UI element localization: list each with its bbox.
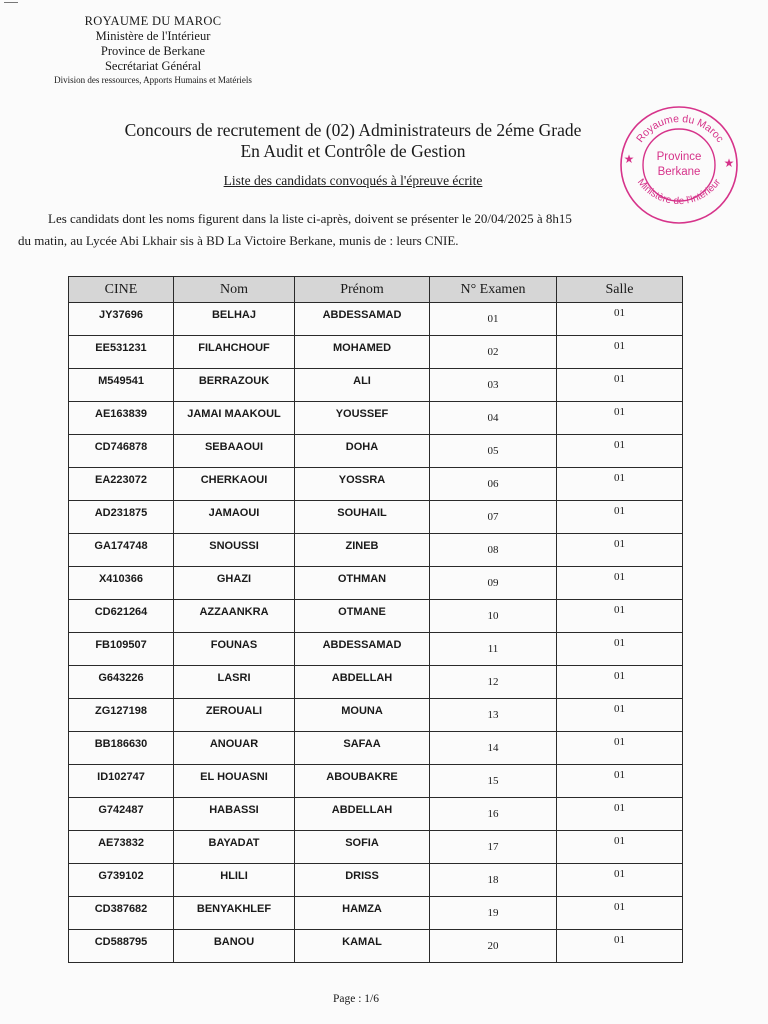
cell-salle: 01 <box>557 336 683 369</box>
cell-prenom: MOHAMED <box>295 336 430 369</box>
table-row <box>69 633 683 666</box>
cell-nom: HABASSI <box>174 798 295 831</box>
cell-nom: BANOU <box>174 930 295 963</box>
cell-salle: 01 <box>557 567 683 600</box>
cell-nom: BAYADAT <box>174 831 295 864</box>
cell-salle: 01 <box>557 369 683 402</box>
cell-nom: LASRI <box>174 666 295 699</box>
kingdom-name: ROYAUME DU MAROC <box>84 14 222 28</box>
cell-nom: CHERKAOUI <box>174 468 295 501</box>
cell-cine: JY37696 <box>69 303 174 336</box>
subtitle-text: Liste des candidats convoqués à l'épreuve écrite <box>223 173 483 188</box>
cell-nom: FOUNAS <box>174 633 295 666</box>
cell-prenom: SOUHAIL <box>295 501 430 534</box>
header-salle: Salle <box>557 277 683 303</box>
cell-nom: BELHAJ <box>174 303 295 336</box>
cell-prenom: ZINEB <box>295 534 430 567</box>
cell-salle: 01 <box>557 600 683 633</box>
table-row <box>69 798 683 831</box>
table-row <box>69 666 683 699</box>
scan-mark <box>4 2 18 3</box>
header-cine: CINE <box>69 277 174 303</box>
intro-paragraph <box>18 208 678 252</box>
table-row <box>69 765 683 798</box>
cell-salle: 01 <box>557 501 683 534</box>
header-nom: Nom <box>174 277 295 303</box>
cell-prenom: ABDESSAMAD <box>295 303 430 336</box>
cell-cine: AE163839 <box>69 402 174 435</box>
cell-cine: CD746878 <box>69 435 174 468</box>
cell-prenom: ABOUBAKRE <box>295 765 430 798</box>
intro-line1: Les candidats dont les noms figurent dans la liste ci-après, doivent se présenter le 20/04/2025 à 8h15 <box>48 211 572 226</box>
cell-nom: JAMAOUI <box>174 501 295 534</box>
header-prenom: Prénom <box>295 277 430 303</box>
cell-numero-examen: 06 <box>430 468 557 501</box>
cell-salle: 01 <box>557 831 683 864</box>
table-row <box>69 831 683 864</box>
title-line2: En Audit et Contrôle de Gestion <box>240 141 466 161</box>
cell-prenom: OTMANE <box>295 600 430 633</box>
cell-numero-examen: 16 <box>430 798 557 831</box>
table-row <box>69 336 683 369</box>
candidates-table <box>68 276 683 963</box>
cell-cine: M549541 <box>69 369 174 402</box>
stamp-center-line2: Berkane <box>657 166 701 178</box>
letterhead <box>28 14 278 86</box>
table-header-row <box>69 277 683 303</box>
table-row <box>69 600 683 633</box>
cell-nom: HLILI <box>174 864 295 897</box>
secretariat-name: Secrétariat Général <box>104 59 202 73</box>
cell-cine: G742487 <box>69 798 174 831</box>
cell-numero-examen: 01 <box>430 303 557 336</box>
cell-numero-examen: 18 <box>430 864 557 897</box>
cell-numero-examen: 20 <box>430 930 557 963</box>
cell-salle: 01 <box>557 435 683 468</box>
table-body <box>69 303 683 963</box>
cell-prenom: DOHA <box>295 435 430 468</box>
cell-nom: FILAHCHOUF <box>174 336 295 369</box>
cell-cine: G739102 <box>69 864 174 897</box>
cell-salle: 01 <box>557 633 683 666</box>
ministry-name: Ministère de l'Intérieur <box>95 29 211 43</box>
table-row <box>69 369 683 402</box>
cell-nom: JAMAI MAAKOUL <box>174 402 295 435</box>
stamp-star-left-icon: ★ <box>623 152 635 166</box>
table-row <box>69 435 683 468</box>
cell-salle: 01 <box>557 897 683 930</box>
cell-prenom: SOFIA <box>295 831 430 864</box>
cell-cine: EA223072 <box>69 468 174 501</box>
cell-numero-examen: 15 <box>430 765 557 798</box>
document-title <box>0 120 706 162</box>
stamp-bottom-text: Ministère de l'Intérieur <box>634 176 724 208</box>
division-name: Division des ressources, Apports Humains et Matériels <box>54 75 252 85</box>
table-row <box>69 402 683 435</box>
cell-prenom: DRISS <box>295 864 430 897</box>
cell-numero-examen: 12 <box>430 666 557 699</box>
cell-prenom: MOUNA <box>295 699 430 732</box>
table-row <box>69 501 683 534</box>
cell-numero-examen: 10 <box>430 600 557 633</box>
cell-cine: GA174748 <box>69 534 174 567</box>
cell-prenom: KAMAL <box>295 930 430 963</box>
cell-salle: 01 <box>557 468 683 501</box>
cell-cine: CD588795 <box>69 930 174 963</box>
cell-salle: 01 <box>557 303 683 336</box>
table-row <box>69 864 683 897</box>
cell-numero-examen: 11 <box>430 633 557 666</box>
cell-salle: 01 <box>557 930 683 963</box>
document-subtitle <box>0 173 706 189</box>
cell-salle: 01 <box>557 699 683 732</box>
cell-prenom: OTHMAN <box>295 567 430 600</box>
cell-cine: ID102747 <box>69 765 174 798</box>
title-line1: Concours de recrutement de (02) Administrateurs de 2éme Grade <box>124 120 582 140</box>
table-row <box>69 897 683 930</box>
cell-prenom: YOSSRA <box>295 468 430 501</box>
table-row <box>69 303 683 336</box>
cell-salle: 01 <box>557 534 683 567</box>
table-row <box>69 930 683 963</box>
cell-prenom: ABDESSAMAD <box>295 633 430 666</box>
cell-numero-examen: 08 <box>430 534 557 567</box>
intro-line2: du matin, au Lycée Abi Lkhair sis à BD La Victoire Berkane, munis de : leurs CNIE. <box>18 233 459 248</box>
cell-salle: 01 <box>557 765 683 798</box>
cell-numero-examen: 02 <box>430 336 557 369</box>
table-row <box>69 732 683 765</box>
province-name: Province de Berkane <box>100 44 206 58</box>
cell-numero-examen: 04 <box>430 402 557 435</box>
cell-salle: 01 <box>557 732 683 765</box>
page-number: Page : 1/6 <box>333 993 379 1005</box>
cell-prenom: ALI <box>295 369 430 402</box>
stamp-top-text: Royaume du Maroc <box>634 112 727 145</box>
cell-numero-examen: 07 <box>430 501 557 534</box>
cell-cine: FB109507 <box>69 633 174 666</box>
cell-prenom: HAMZA <box>295 897 430 930</box>
cell-cine: ZG127198 <box>69 699 174 732</box>
cell-cine: AE73832 <box>69 831 174 864</box>
cell-cine: X410366 <box>69 567 174 600</box>
cell-nom: GHAZI <box>174 567 295 600</box>
cell-nom: BERRAZOUK <box>174 369 295 402</box>
cell-numero-examen: 03 <box>430 369 557 402</box>
cell-numero-examen: 14 <box>430 732 557 765</box>
cell-nom: AZZAANKRA <box>174 600 295 633</box>
cell-cine: AD231875 <box>69 501 174 534</box>
cell-cine: EE531231 <box>69 336 174 369</box>
cell-numero-examen: 05 <box>430 435 557 468</box>
stamp-center-line1: Province <box>656 151 702 163</box>
cell-salle: 01 <box>557 798 683 831</box>
cell-cine: G643226 <box>69 666 174 699</box>
cell-numero-examen: 17 <box>430 831 557 864</box>
table-row <box>69 534 683 567</box>
cell-nom: ANOUAR <box>174 732 295 765</box>
cell-numero-examen: 13 <box>430 699 557 732</box>
cell-prenom: YOUSSEF <box>295 402 430 435</box>
cell-numero-examen: 19 <box>430 897 557 930</box>
cell-salle: 01 <box>557 666 683 699</box>
cell-nom: SEBAAOUI <box>174 435 295 468</box>
table-row <box>69 468 683 501</box>
cell-cine: BB186630 <box>69 732 174 765</box>
cell-nom: SNOUSSI <box>174 534 295 567</box>
cell-prenom: ABDELLAH <box>295 666 430 699</box>
stamp-star-right-icon: ★ <box>723 156 735 170</box>
cell-prenom: SAFAA <box>295 732 430 765</box>
cell-cine: CD387682 <box>69 897 174 930</box>
cell-numero-examen: 09 <box>430 567 557 600</box>
cell-nom: ZEROUALI <box>174 699 295 732</box>
table-row <box>69 567 683 600</box>
cell-salle: 01 <box>557 402 683 435</box>
header-numero-examen: N° Examen <box>430 277 557 303</box>
cell-nom: EL HOUASNI <box>174 765 295 798</box>
table-row <box>69 699 683 732</box>
cell-nom: BENYAKHLEF <box>174 897 295 930</box>
cell-cine: CD621264 <box>69 600 174 633</box>
cell-salle: 01 <box>557 864 683 897</box>
cell-prenom: ABDELLAH <box>295 798 430 831</box>
